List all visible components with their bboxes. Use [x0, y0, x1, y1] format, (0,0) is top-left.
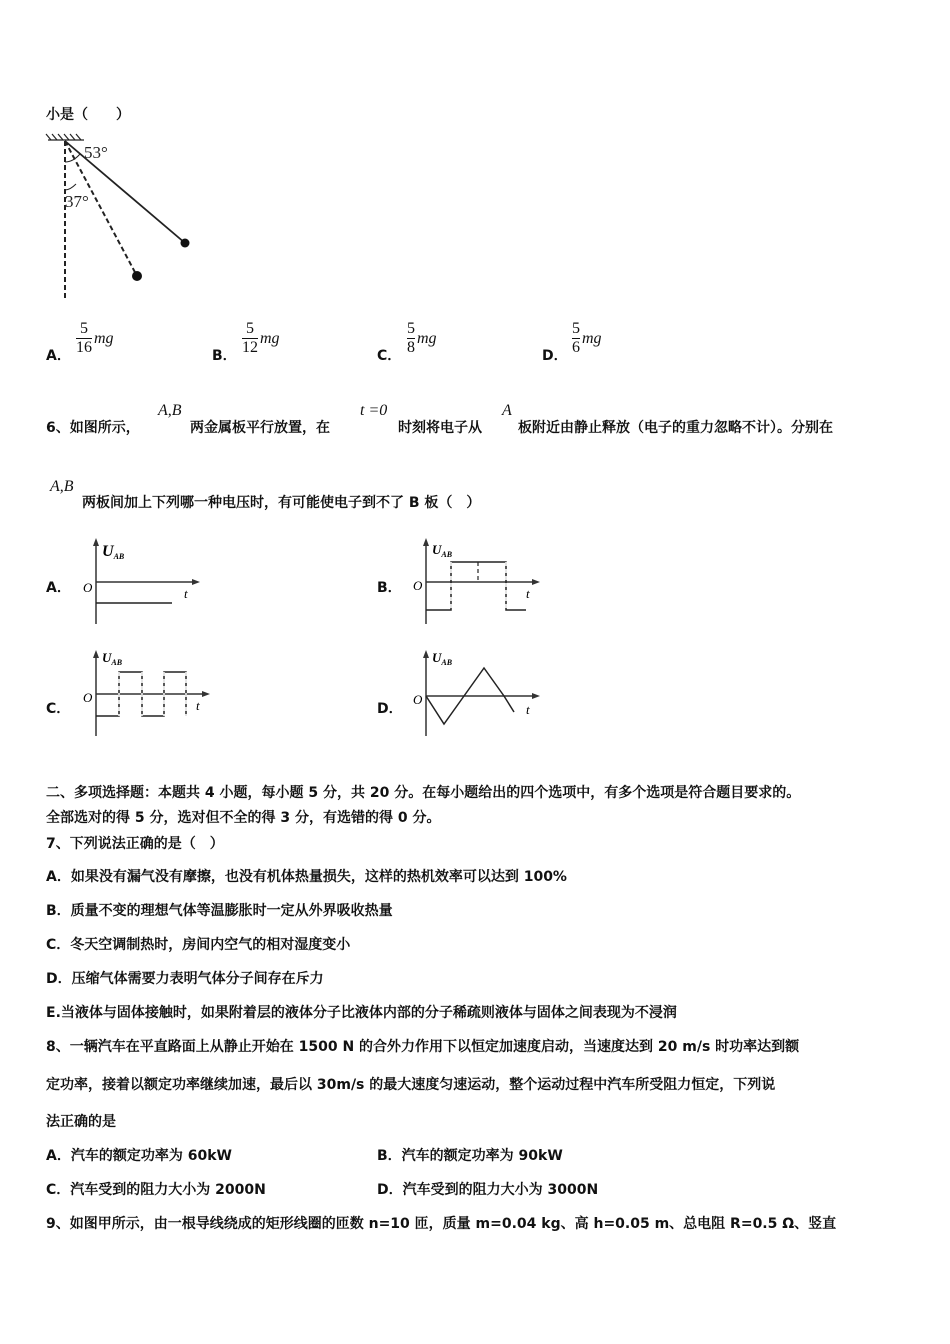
pendulum-figure	[40, 132, 210, 304]
svg-text:t: t	[526, 702, 530, 717]
q7-stem: 7、下列说法正确的是（ ）	[46, 836, 224, 852]
q8-stem-line1: 8、一辆汽车在平直路面上从静止开始在 1500 N 的合外力作用下以恒定加速度启动，当速度达到 20 m/s 时功率达到额	[46, 1039, 800, 1055]
option-d-fraction: 5 6 mg	[572, 320, 602, 356]
q6-number: 6、如图所示，	[46, 420, 140, 436]
svg-text:UAB: $U_{AB}$	[432, 650, 453, 667]
q7-option-d: D．压缩气体需要力表明气体分子间存在斥力	[46, 971, 324, 987]
q8-stem-line3: 法正确的是	[46, 1114, 116, 1130]
svg-text:O: O	[413, 578, 423, 593]
option-c-fraction: 5 8 mg	[407, 320, 437, 356]
option-c-letter: C．	[377, 348, 402, 364]
option-a-fraction: 5 16 mg	[76, 320, 114, 356]
q6-option-b-letter: B．	[377, 580, 402, 596]
svg-text:UAB: UAB	[102, 543, 125, 561]
q6-text-1: 两金属板平行放置，在	[190, 420, 330, 436]
option-b-fraction: 5 12 mg	[242, 320, 280, 356]
option-b-letter: B．	[212, 348, 237, 364]
question-tail: 小是（ ）	[46, 107, 130, 123]
q7-option-b: B．质量不变的理想气体等温膨胀时一定从外界吸收热量	[46, 903, 393, 919]
q6-text-4: 两板间加上下列哪一种电压时，有可能使电子到不了 B 板（ ）	[82, 495, 481, 511]
angle-53-label: 53°	[84, 143, 108, 162]
q7-option-c: C．冬天空调制热时，房间内空气的相对湿度变小	[46, 937, 351, 953]
svg-text:t: t	[526, 586, 530, 601]
option-d-letter: D．	[542, 348, 568, 364]
q6-option-a-letter: A．	[46, 580, 71, 596]
graph-c	[76, 648, 216, 740]
q8-option-a: A．汽车的额定功率为 60kW	[46, 1148, 232, 1164]
q6-t-equals-zero: t =0	[360, 402, 388, 419]
q8-option-c: C．汽车受到的阻力大小为 2000N	[46, 1182, 266, 1198]
svg-text:t: t	[196, 698, 200, 713]
svg-text:UAB: $U_{AB}$	[102, 650, 123, 667]
q6-text-3: 板附近由静止释放（电子的重力忽略不计）。分别在	[518, 420, 833, 436]
q8-option-d: D．汽车受到的阻力大小为 3000N	[377, 1182, 599, 1198]
svg-text:t: t	[184, 586, 188, 601]
q6-option-d-letter: D．	[377, 701, 403, 717]
graph-a	[76, 536, 206, 628]
ball-solid	[181, 239, 190, 248]
ball-dashed	[132, 271, 142, 281]
q6-ab-symbol-2: A,B	[50, 478, 74, 495]
section-2-header-line2: 全部选对的得 5 分，选对但不全的得 3 分，有选错的得 0 分。	[46, 810, 441, 826]
svg-text:O: O	[83, 580, 93, 595]
angle-37-label: 37°	[65, 192, 89, 211]
q6-option-c-letter: C．	[46, 701, 71, 717]
q9-stem-line1: 9、如图甲所示，由一根导线绕成的矩形线圈的匝数 n=10 匝，质量 m=0.04 kg、高 h=0.05 m、总电阻 R=0.5 Ω、竖直	[46, 1216, 837, 1232]
graph-b	[406, 536, 546, 628]
q6-text-2: 时刻将电子从	[398, 420, 482, 436]
q7-option-e: E.当液体与固体接触时，如果附着层的液体分子比液体内部的分子稀疏则液体与固体之间表现为不浸润	[46, 1005, 677, 1021]
q8-option-b: B．汽车的额定功率为 90kW	[377, 1148, 563, 1164]
option-a-letter: A．	[46, 348, 71, 364]
q8-stem-line2: 定功率，接着以额定功率继续加速，最后以 30m/s 的最大速度匀速运动，整个运动过程中汽车所受阻力恒定，下列说	[46, 1077, 776, 1093]
q6-ab-symbol: A,B	[158, 402, 182, 419]
q6-a-symbol: A	[502, 402, 512, 419]
svg-text:O: O	[413, 692, 423, 707]
voltage-line	[426, 562, 526, 610]
graph-d	[406, 648, 546, 740]
section-2-header-line1: 二、多项选择题：本题共 4 小题，每小题 5 分，共 20 分。在每小题给出的四个选项中，有多个选项是符合题目要求的。	[46, 785, 801, 801]
q7-option-a: A．如果没有漏气没有摩擦，也没有机体热量损失，这样的热机效率可以达到 100%	[46, 869, 567, 885]
svg-text:O: O	[83, 690, 93, 705]
svg-text:UAB: $U_{AB}$	[432, 542, 453, 559]
